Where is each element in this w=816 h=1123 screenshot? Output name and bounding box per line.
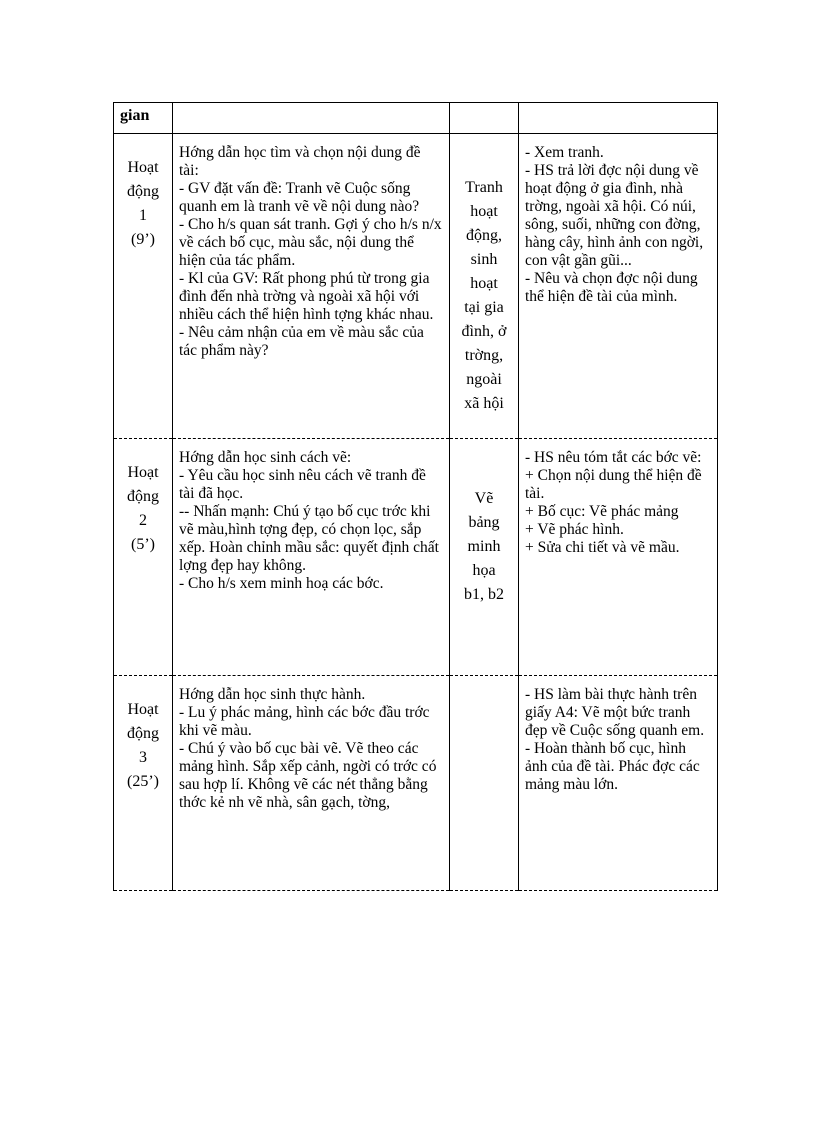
student-line: + Vẽ phác hình.	[525, 521, 624, 538]
teacher-line: Hớng dẫn học sinh thực hành.	[179, 686, 366, 703]
activity-1-materials-cell	[450, 134, 519, 439]
materials-line: minh	[467, 538, 501, 555]
time-line: Hoạt	[127, 701, 159, 718]
teacher-line: - Cho h/s quan sát tranh. Gợi ý cho h/s n/x về cách bố cục, màu sắc, nội dung thể hiện của tác phẩm.	[179, 216, 442, 269]
activity-2-students-cell	[519, 439, 718, 676]
student-line: - Xem tranh.	[525, 144, 604, 161]
activity-3-students-cell	[519, 676, 718, 891]
teacher-line: - Yêu cầu học sinh nêu cách vẽ tranh đề tài đã học.	[179, 467, 426, 502]
materials-line: ngoài	[466, 371, 502, 388]
header-materials-cell	[450, 103, 519, 134]
teacher-line: -- Nhấn mạnh: Chú ý tạo bố cục trớc khi vẽ màu,hình tợng đẹp, có chọn lọc, sắp xếp. Hoàn chỉnh mầu sắc: quyết định chất lợng đẹp hay không.	[179, 503, 439, 574]
header-students-cell	[519, 103, 718, 134]
teacher-line: Hớng dẫn học sinh cách vẽ:	[179, 449, 352, 466]
materials-line: bảng	[468, 514, 500, 531]
student-line: - HS làm bài thực hành trên giấy A4: Vẽ một bức tranh đẹp về Cuộc sống quanh em.	[525, 686, 705, 739]
time-line: 3	[139, 749, 147, 766]
materials-line: động,	[466, 227, 502, 244]
time-line: động	[127, 488, 159, 505]
table-row	[114, 676, 718, 891]
student-line: - HS nêu tóm tắt các bớc vẽ:	[525, 449, 702, 466]
teacher-line: - Nêu cảm nhận của em về màu sắc của tác phẩm này?	[179, 324, 424, 359]
lesson-plan-table	[113, 102, 718, 891]
materials-line: họa	[472, 562, 496, 579]
table-row	[114, 134, 718, 439]
materials-line: hoạt	[470, 203, 498, 220]
student-line: + Bố cục: Vẽ phác mảng	[525, 503, 679, 520]
activity-3-materials-cell	[450, 676, 519, 891]
teacher-line: Hớng dẫn học tìm và chọn nội dung đề tài:	[179, 144, 421, 179]
time-line: (25’)	[127, 773, 159, 790]
activity-1-time	[114, 134, 172, 252]
table-row	[114, 439, 718, 676]
teacher-line: - GV đặt vấn đề: Tranh vẽ Cuộc sống quanh em là tranh vẽ về nội dung nào?	[179, 180, 420, 215]
student-line: - Hoàn thành bố cục, hình ảnh của đề tài. Phác đợc các mảng màu lớn.	[525, 740, 700, 793]
header-time-cell: gian	[114, 103, 173, 134]
materials-line: hoạt	[470, 275, 498, 292]
materials-line: tại gia	[464, 299, 504, 316]
time-line: (5’)	[131, 536, 155, 553]
materials-line: Tranh	[465, 179, 503, 196]
time-line: Hoạt	[127, 159, 159, 176]
time-line: 2	[139, 512, 147, 529]
table-header-row	[114, 103, 718, 134]
student-line: - Nêu và chọn đợc nội dung thể hiện đề tài của mình.	[525, 270, 698, 305]
activity-3-teacher-cell	[173, 676, 450, 891]
activity-2-materials-cell	[450, 439, 519, 676]
activity-1-time-cell	[114, 134, 173, 439]
materials-line: trờng,	[464, 347, 504, 364]
activity-2-time	[114, 439, 172, 557]
activity-3-time	[114, 676, 172, 794]
materials-line: Vẽ	[474, 490, 494, 507]
materials-line: b1, b2	[464, 586, 504, 603]
activity-1-students-cell	[519, 134, 718, 439]
materials-line: sinh	[470, 251, 498, 268]
activity-2-time-cell	[114, 439, 173, 676]
teacher-line: - Cho h/s xem minh hoạ các bớc.	[179, 575, 384, 592]
header-teacher-cell	[173, 103, 450, 134]
time-line: động	[127, 183, 159, 200]
student-line: - HS trả lời đợc nội dung về hoạt động ở gia đình, nhà trờng, ngoài xã hội. Có núi, sông, suối, những con đờng, hàng cây, hình ảnh con ngời, con vật gần gũi...	[525, 162, 704, 269]
teacher-line: - Kl của GV: Rất phong phú từ trong gia đình đến nhà trờng và ngoài xã hội với nhiều cách thể hiện hình tợng khác nhau.	[179, 270, 434, 323]
student-line: + Chọn nội dung thể hiện đề tài.	[525, 467, 702, 502]
activity-3-time-cell	[114, 676, 173, 891]
time-line: (9’)	[131, 231, 155, 248]
teacher-line: - Chú ý vào bố cục bài vẽ. Vẽ theo các mảng hình. Sắp xếp cảnh, ngời có trớc có sau hợp lí. Không vẽ các nét thẳng bằng thớc kẻ nh vẽ nhà, sân gạch, tờng,	[179, 740, 437, 811]
materials-line: đình, ở	[461, 323, 507, 340]
activity-2-teacher-cell	[173, 439, 450, 676]
time-line: 1	[139, 207, 147, 224]
activity-1-teacher-cell	[173, 134, 450, 439]
time-line: động	[127, 725, 159, 742]
time-line: Hoạt	[127, 464, 159, 481]
teacher-line: - Lu ý phác mảng, hình các bớc đầu trớc khi vẽ màu.	[179, 704, 430, 739]
student-line: + Sửa chi tiết và vẽ mầu.	[525, 539, 680, 556]
materials-line: xã hội	[464, 395, 504, 412]
